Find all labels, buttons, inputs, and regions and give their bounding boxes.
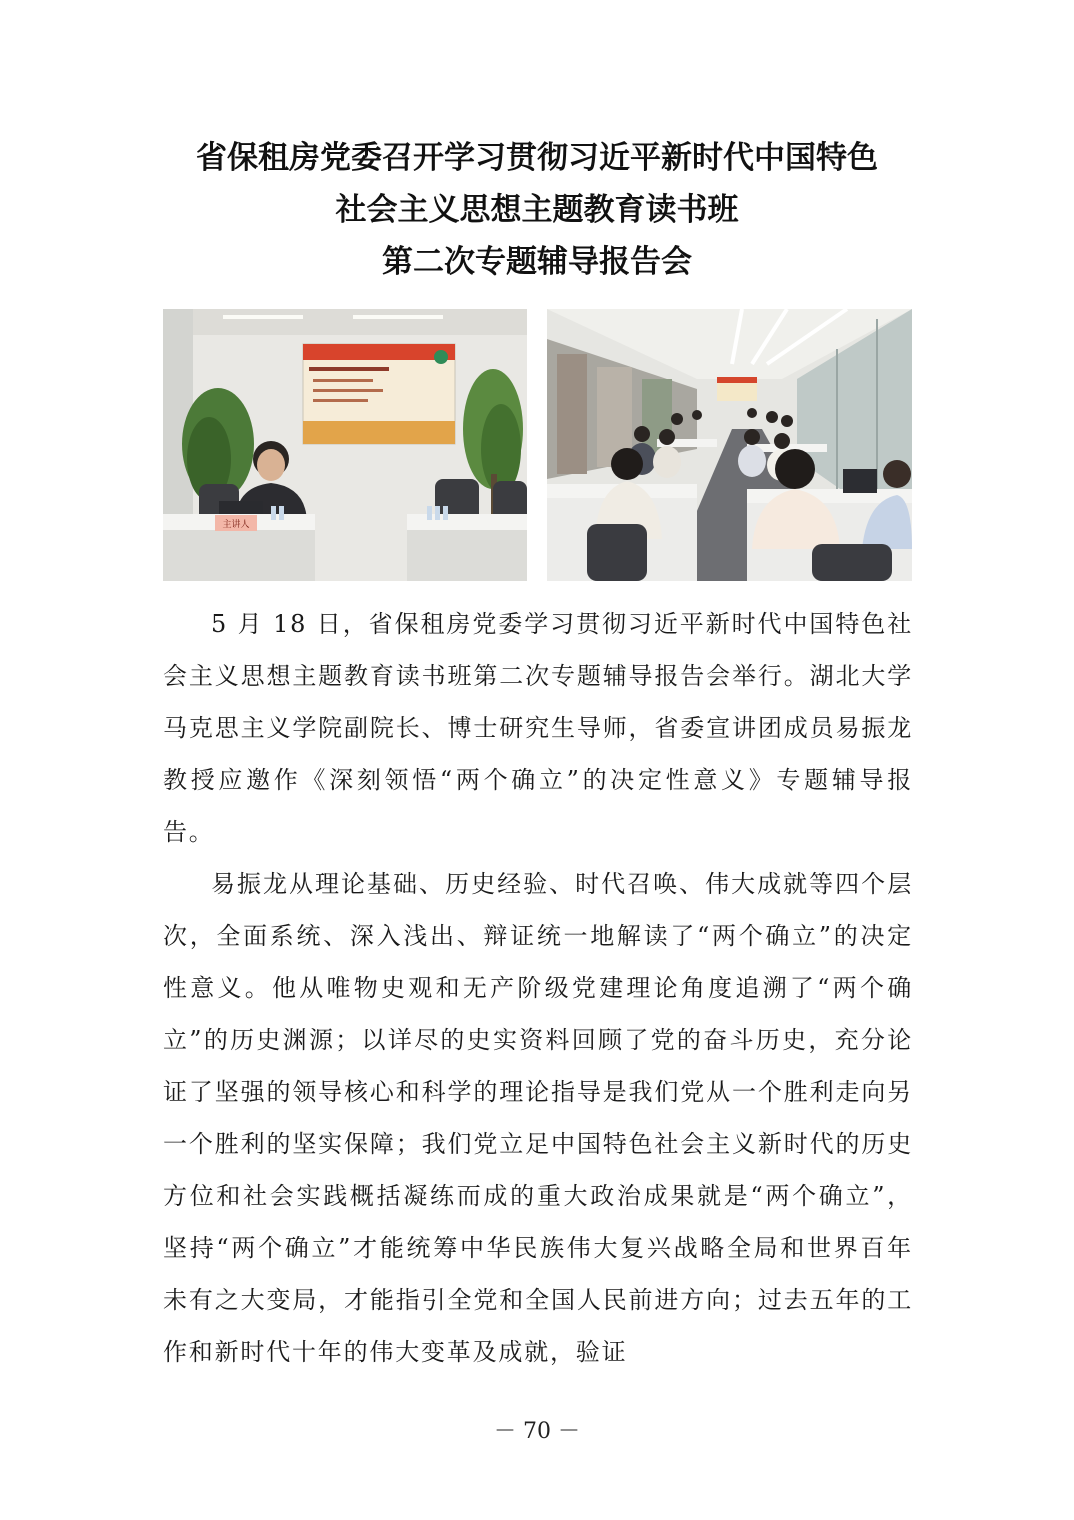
title-line-3: 第二次专题辅导报告会 [382, 244, 692, 280]
article-body [163, 598, 913, 1378]
title-line-1: 省保租房党委召开学习贯彻习近平新时代中国特色 [196, 140, 878, 176]
meeting-speaker-photo [163, 309, 527, 581]
paragraph-2: 易振龙从理论基础、历史经验、时代召唤、伟大成就等四个层次，全面系统、深入浅出、辩证统一地解读了“两个确立”的决定性意义。他从唯物史观和无产阶级党建理论角度追溯了“两个确立”的历史渊源；以详尽的史实资料回顾了党的奋斗历史，充分论证了坚强的领导核心和科学的理论指导是我们党从一个胜利走向另一个胜利的坚实保障；我们党立足中国特色社会主义新时代的历史方位和社会实践概括凝练而成的重大政治成果就是“两个确立”，坚持“两个确立”才能统筹中华民族伟大复兴战略全局和世界百年未有之大变局，才能指引全党和全国人民前进方向；过去五年的工作和新时代十年的伟大变革及成就，验证 [163, 870, 913, 1366]
nameplate-text: 主讲人 [222, 520, 250, 530]
paragraph-1: 5 月 18 日，省保租房党委学习贯彻习近平新时代中国特色社会主义思想主题教育读书班第二次专题辅导报告会举行。湖北大学马克思主义学院副院长、博士研究生导师，省委宣讲团成员易振龙教授应邀作《深刻领悟“两个确立”的决定性意义》专题辅导报告。 [163, 610, 913, 846]
title-line-2: 社会主义思想主题教育读书班 [335, 192, 739, 228]
meeting-audience-photo [547, 309, 912, 581]
article-title [100, 132, 974, 288]
page-number: － 70 － [494, 1419, 580, 1444]
